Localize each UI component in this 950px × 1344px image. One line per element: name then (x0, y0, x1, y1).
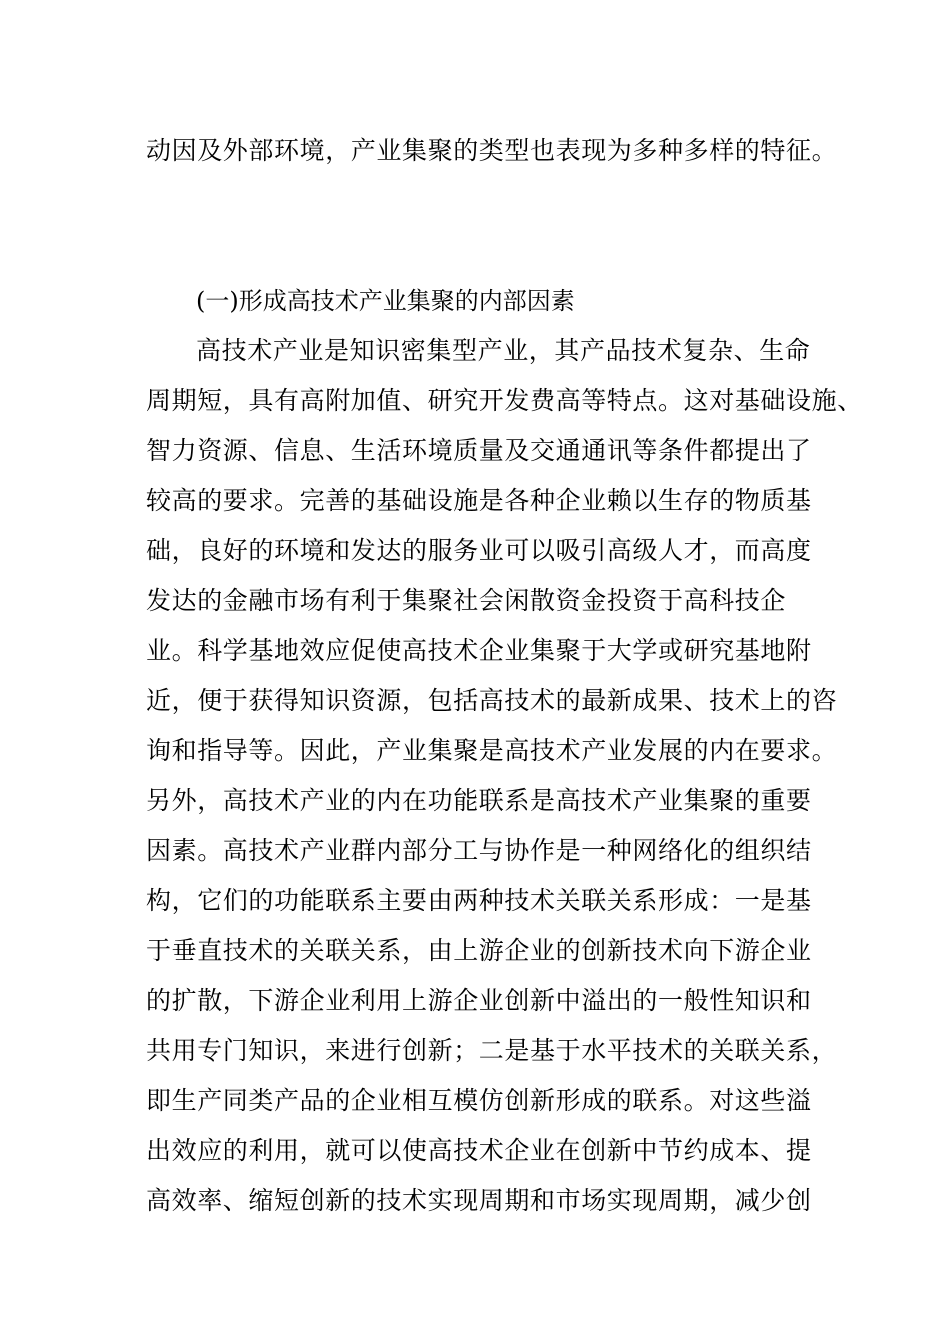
paragraph-line: 因素。高技术产业群内部分工与协作是一种网络化的组织结 (146, 836, 812, 865)
opening-line: 动因及外部环境，产业集聚的类型也表现为多种多样的特征。 (146, 136, 838, 165)
paragraph-line: 构，它们的功能联系主要由两种技术关联关系形成：一是基 (146, 886, 812, 915)
paragraph-line: 发达的金融市场有利于集聚社会闲散资金投资于高科技企 (146, 586, 787, 615)
paragraph-line: 于垂直技术的关联关系，由上游企业的创新技术向下游企业 (146, 936, 812, 965)
paragraph-line: 较高的要求。完善的基础设施是各种企业赖以生存的物质基 (146, 486, 812, 515)
paragraph-line: 的扩散，下游企业利用上游企业创新中溢出的一般性知识和 (146, 986, 812, 1015)
paragraph-line: 共用专门知识，来进行创新；二是基于水平技术的关联关系， (146, 1036, 838, 1065)
paragraph-line: 高效率、缩短创新的技术实现周期和市场实现周期，减少创 (146, 1186, 812, 1215)
paragraph-line: 础，良好的环境和发达的服务业可以吸引高级人才，而高度 (146, 536, 812, 565)
paragraph-line: 询和指导等。因此，产业集聚是高技术产业发展的内在要求。 (146, 736, 838, 765)
paragraph-line: 智力资源、信息、生活环境质量及交通通讯等条件都提出了 (146, 436, 812, 465)
paragraph-line: 业。科学基地效应促使高技术企业集聚于大学或研究基地附 (146, 636, 812, 665)
paragraph-line: 即生产同类产品的企业相互模仿创新形成的联系。对这些溢 (146, 1086, 812, 1115)
paragraph-line: 出效应的利用，就可以使高技术企业在创新中节约成本、提 (146, 1136, 812, 1165)
section-heading: (一)形成高技术产业集聚的内部因素 (196, 287, 575, 315)
paragraph-line: 近，便于获得知识资源，包括高技术的最新成果、技术上的咨 (146, 686, 838, 715)
paragraph-line: 高技术产业是知识密集型产业，其产品技术复杂、生命 (196, 336, 811, 365)
paragraph-line: 周期短，具有高附加值、研究开发费高等特点。这对基础设施、 (146, 386, 863, 415)
paragraph-line: 另外，高技术产业的内在功能联系是高技术产业集聚的重要 (146, 786, 812, 815)
